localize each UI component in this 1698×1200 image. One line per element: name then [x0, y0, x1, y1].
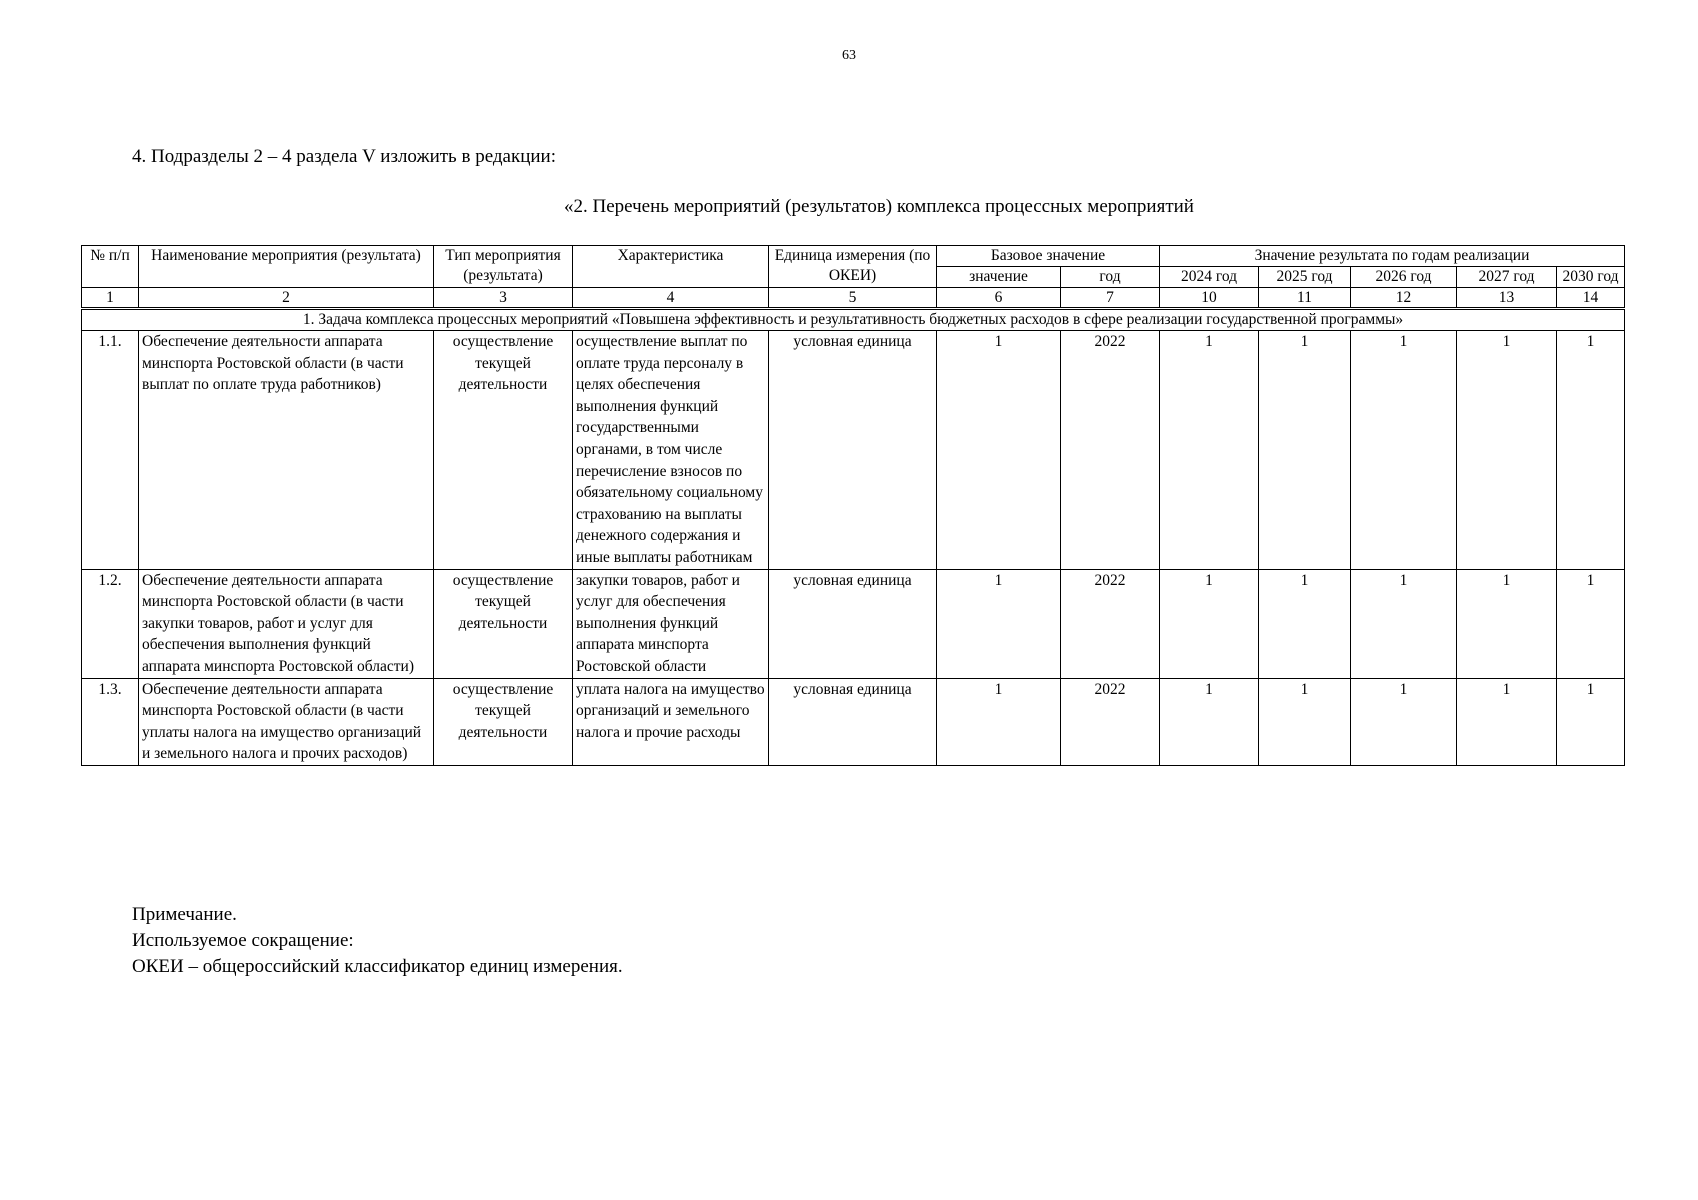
- row-characteristic: осуществление выплат по оплате труда персоналу в целях обеспечения выполнения функций государственными органами, в том числе перечисление взносов по обязательному социальному страхованию на выплаты денежного содержания и иные выплаты работникам: [573, 331, 769, 570]
- row-year-2027: 1: [1457, 331, 1557, 570]
- row-year-2030: 1: [1557, 569, 1625, 678]
- header-base-group: Базовое значение: [937, 246, 1160, 267]
- row-year-2027: 1: [1457, 569, 1557, 678]
- row-characteristic: закупки товаров, работ и услуг для обеспечения выполнения функций аппарата минспорта Ростовской области: [573, 569, 769, 678]
- header-year-2025: 2025 год: [1259, 267, 1351, 288]
- row-year-2024: 1: [1160, 331, 1259, 570]
- row-year-2026: 1: [1351, 569, 1457, 678]
- header-years-group: Значение результата по годам реализации: [1160, 246, 1625, 267]
- note-abbreviation-label: Используемое сокращение:: [132, 930, 354, 951]
- row-base-year: 2022: [1061, 678, 1160, 765]
- header-name: Наименование мероприятия (результата): [139, 246, 434, 288]
- note-heading: Примечание.: [132, 904, 237, 925]
- row-num: 1.3.: [82, 678, 139, 765]
- header-year-2024: 2024 год: [1160, 267, 1259, 288]
- row-year-2025: 1: [1259, 331, 1351, 570]
- row-type: осуществление текущей деятельности: [434, 331, 573, 570]
- row-year-2030: 1: [1557, 331, 1625, 570]
- page-number: 63: [842, 48, 856, 63]
- row-name: Обеспечение деятельности аппарата минспорта Ростовской области (в части уплаты налога на имущество организаций и земельного налога и прочих расходов): [139, 678, 434, 765]
- row-characteristic: уплата налога на имущество организаций и земельного налога и прочие расходы: [573, 678, 769, 765]
- column-number: 1: [82, 288, 139, 309]
- row-type: осуществление текущей деятельности: [434, 678, 573, 765]
- row-name: Обеспечение деятельности аппарата минспорта Ростовской области (в части закупки товаров, работ и услуг для обеспечения выполнения функций аппарата минспорта Ростовской области): [139, 569, 434, 678]
- row-unit: условная единица: [769, 678, 937, 765]
- row-year-2024: 1: [1160, 678, 1259, 765]
- note-okei-definition: ОКЕИ – общероссийский классификатор единиц измерения.: [132, 956, 623, 977]
- column-number: 11: [1259, 288, 1351, 309]
- row-num: 1.1.: [82, 331, 139, 570]
- column-number: 7: [1061, 288, 1160, 309]
- row-base-value: 1: [937, 678, 1061, 765]
- table-row: [82, 678, 1625, 765]
- row-unit: условная единица: [769, 331, 937, 570]
- row-base-year: 2022: [1061, 331, 1160, 570]
- task-title: 1. Задача комплекса процессных мероприятий «Повышена эффективность и результативность бюджетных расходов в сфере реализации государственной программы»: [82, 309, 1625, 331]
- table-row: [82, 331, 1625, 570]
- row-base-year: 2022: [1061, 569, 1160, 678]
- table-row: [82, 569, 1625, 678]
- row-year-2030: 1: [1557, 678, 1625, 765]
- header-year-2030: 2030 год: [1557, 267, 1625, 288]
- column-number: 2: [139, 288, 434, 309]
- column-number: 14: [1557, 288, 1625, 309]
- header-type: Тип мероприятия (результата): [434, 246, 573, 288]
- header-year-2027: 2027 год: [1457, 267, 1557, 288]
- column-number: 13: [1457, 288, 1557, 309]
- column-number: 4: [573, 288, 769, 309]
- row-name: Обеспечение деятельности аппарата минспорта Ростовской области (в части выплат по оплате труда работников): [139, 331, 434, 570]
- column-number: 12: [1351, 288, 1457, 309]
- row-base-value: 1: [937, 569, 1061, 678]
- row-num: 1.2.: [82, 569, 139, 678]
- header-year-2026: 2026 год: [1351, 267, 1457, 288]
- row-year-2024: 1: [1160, 569, 1259, 678]
- header-unit: Единица измерения (по ОКЕИ): [769, 246, 937, 288]
- activities-table: [81, 245, 1625, 766]
- table-title: «2. Перечень мероприятий (результатов) комплекса процессных мероприятий: [564, 196, 1194, 217]
- row-type: осуществление текущей деятельности: [434, 569, 573, 678]
- column-number: 3: [434, 288, 573, 309]
- row-year-2027: 1: [1457, 678, 1557, 765]
- row-unit: условная единица: [769, 569, 937, 678]
- header-num: № п/п: [82, 246, 139, 288]
- column-number: 10: [1160, 288, 1259, 309]
- row-year-2025: 1: [1259, 569, 1351, 678]
- header-base-year: год: [1061, 267, 1160, 288]
- header-base-value: значение: [937, 267, 1061, 288]
- row-year-2026: 1: [1351, 678, 1457, 765]
- column-number: 5: [769, 288, 937, 309]
- row-year-2026: 1: [1351, 331, 1457, 570]
- row-base-value: 1: [937, 331, 1061, 570]
- header-characteristic: Характеристика: [573, 246, 769, 288]
- column-number: 6: [937, 288, 1061, 309]
- intro-text: 4. Подразделы 2 – 4 раздела V изложить в редакции:: [132, 146, 556, 167]
- row-year-2025: 1: [1259, 678, 1351, 765]
